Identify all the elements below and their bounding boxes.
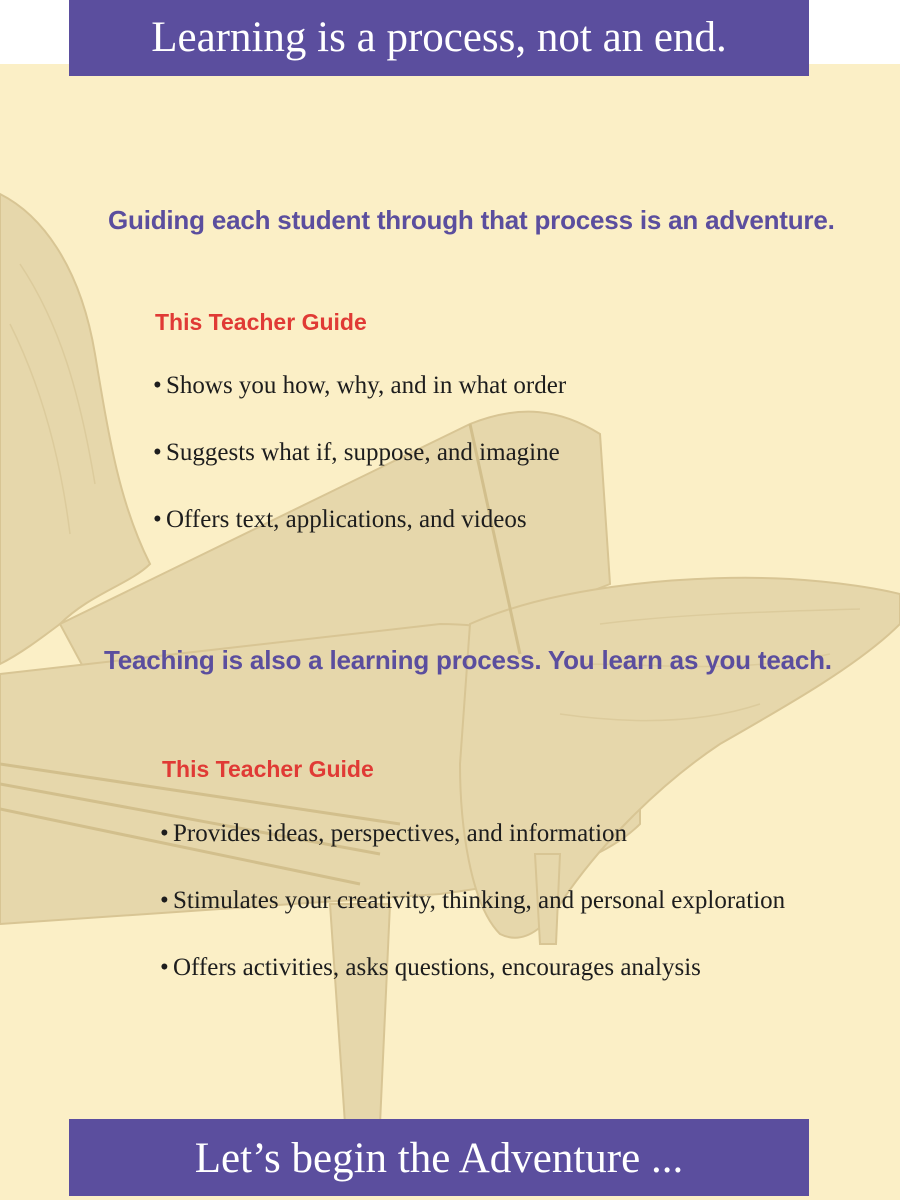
bullet-dot: • xyxy=(153,439,162,466)
top-banner-title: Learning is a process, not an end. xyxy=(151,14,727,61)
list-item xyxy=(153,439,566,506)
section1-subheading: This Teacher Guide xyxy=(155,309,367,335)
bullet-text: Stimulates your creativity, thinking, and personal exploration xyxy=(173,887,786,914)
bullet-text: Offers text, applications, and videos xyxy=(166,506,527,533)
bottom-banner-title: Let’s begin the Adventure ... xyxy=(194,1135,684,1182)
section2-headline: Teaching is also a learning process. You learn as you teach. xyxy=(104,645,832,675)
list-item xyxy=(153,506,566,573)
bullet-dot: • xyxy=(160,954,169,981)
top-banner xyxy=(69,0,809,76)
section2-bullet-list xyxy=(160,820,785,1021)
bullet-dot: • xyxy=(153,372,162,399)
bullet-text: Suggests what if, suppose, and imagine xyxy=(166,439,560,466)
section1-headline: Guiding each student through that process is an adventure. xyxy=(108,205,835,235)
bullet-text: Provides ideas, perspectives, and information xyxy=(173,820,628,847)
list-item xyxy=(160,887,785,954)
bullet-text: Shows you how, why, and in what order xyxy=(166,372,567,399)
bottom-banner xyxy=(69,1119,809,1196)
section1-bullet-list xyxy=(153,372,566,573)
bullet-text: Offers activities, asks questions, encourages analysis xyxy=(173,954,701,981)
bullet-dot: • xyxy=(153,506,162,533)
section2-subheading: This Teacher Guide xyxy=(162,756,374,782)
list-item xyxy=(160,820,785,887)
list-item xyxy=(153,372,566,439)
bullet-dot: • xyxy=(160,820,169,847)
list-item xyxy=(160,954,785,1021)
bullet-dot: • xyxy=(160,887,169,914)
